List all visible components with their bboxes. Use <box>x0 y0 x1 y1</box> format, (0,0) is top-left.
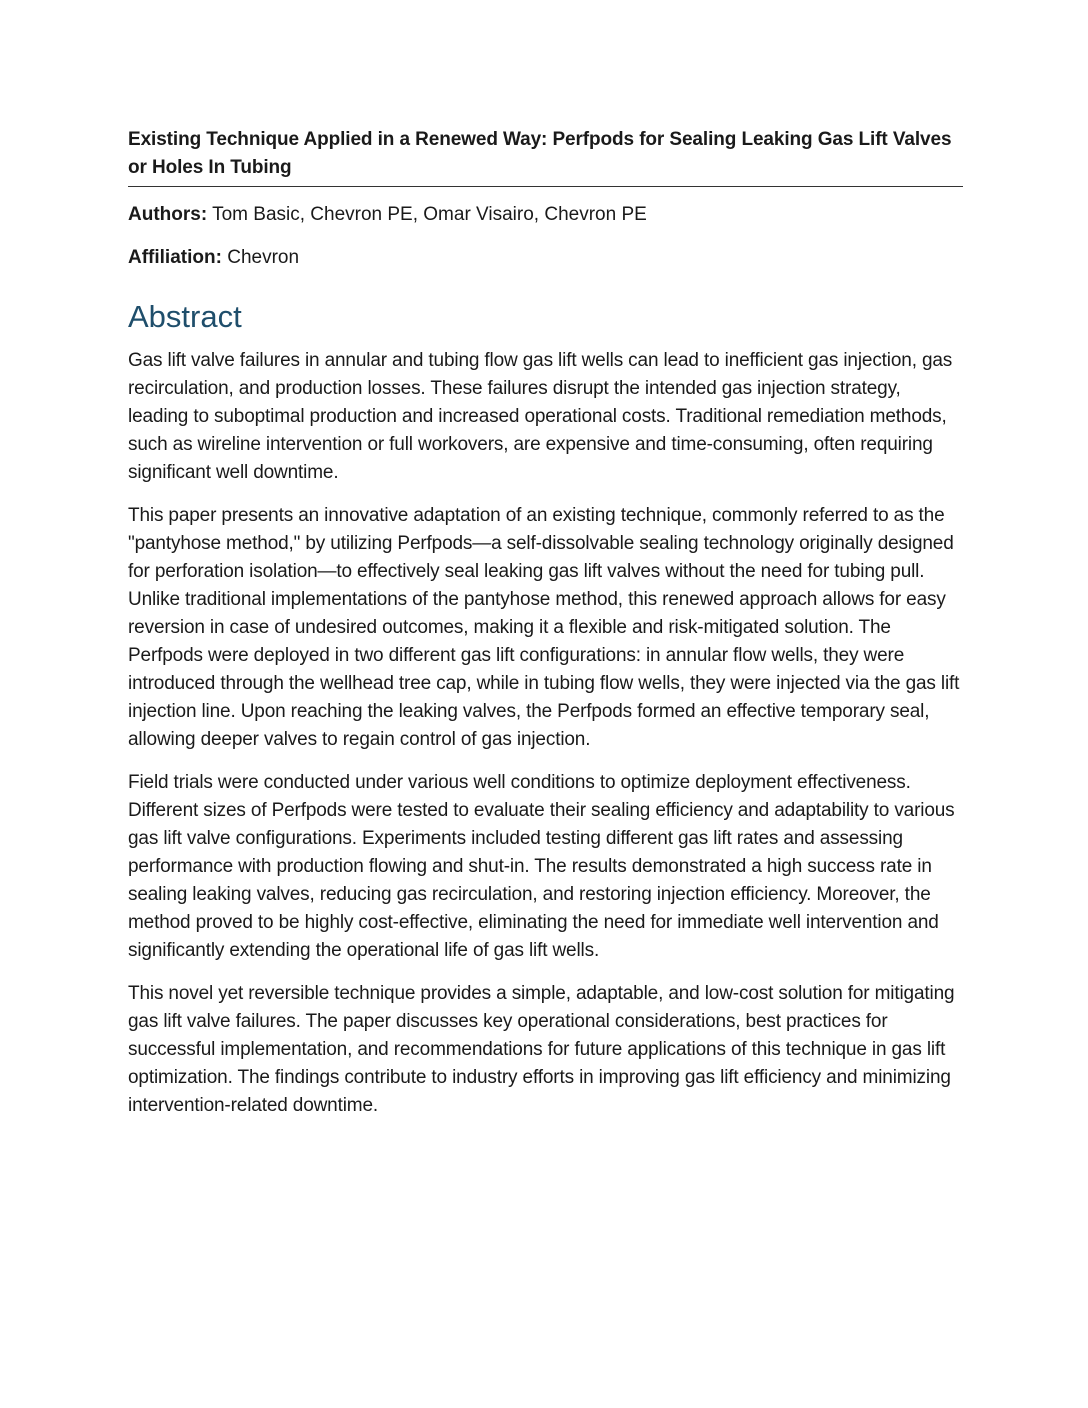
paper-title: Existing Technique Applied in a Renewed Way: Perfpods for Sealing Leaking Gas Lift Valves or Holes In Tubing <box>128 126 963 187</box>
paper-page <box>128 126 963 1120</box>
abstract-paragraph-1: Gas lift valve failures in annular and tubing flow gas lift wells can lead to inefficient gas injection, gas recirculation, and production losses. These failures disrupt the intended gas injection strategy, leading to suboptimal production and increased operational costs. Traditional remediation methods, such as wireline intervention or full workovers, are expensive and time-consuming, often requiring significant well downtime. <box>128 350 953 483</box>
abstract-heading: Abstract <box>128 299 242 334</box>
abstract-paragraph-2: This paper presents an innovative adaptation of an existing technique, commonly referred to as the "pantyhose method," by utilizing Perfpods—a self-dissolvable sealing technology originally designed for perforation isolation—to effectively seal leaking gas lift valves without the need for tubing pull. Unlike traditional implementations of the pantyhose method, this renewed approach allows for easy reversion in case of undesired outcomes, making it a flexible and risk-mitigated solution. The Perfpods were deployed in two different gas lift configurations: in annular flow wells, they were introduced through the wellhead tree cap, while in tubing flow wells, they were injected via the gas lift injection line. Upon reaching the leaking valves, the Perfpods formed an effective temporary seal, allowing deeper valves to regain control of gas injection. <box>128 505 960 750</box>
affiliation-label: Affiliation: <box>128 247 222 268</box>
authors-label: Authors: <box>128 204 208 225</box>
abstract-paragraph-3: Field trials were conducted under various well conditions to optimize deployment effectiveness. Different sizes of Perfpods were tested to evaluate their sealing efficiency and adaptability to various gas lift valve configurations. Experiments included testing different gas lift rates and assessing performance with production flowing and shut-in. The results demonstrated a high success rate in sealing leaking valves, reducing gas recirculation, and restoring injection efficiency. Moreover, the method proved to be highly cost-effective, eliminating the need for immediate well intervention and significantly extending the operational life of gas lift wells. <box>128 772 955 961</box>
affiliation-value: Chevron <box>227 247 300 268</box>
abstract-paragraph-4: This novel yet reversible technique provides a simple, adaptable, and low-cost solution for mitigating gas lift valve failures. The paper discusses key operational considerations, best practices for successful implementation, and recommendations for future applications of this technique in gas lift optimization. The findings contribute to industry efforts in improving gas lift efficiency and minimizing intervention-related downtime. <box>128 983 955 1116</box>
affiliation-line <box>128 245 963 271</box>
authors-line <box>128 202 963 228</box>
authors-value: Tom Basic, Chevron PE, Omar Visairo, Chevron PE <box>212 204 647 225</box>
